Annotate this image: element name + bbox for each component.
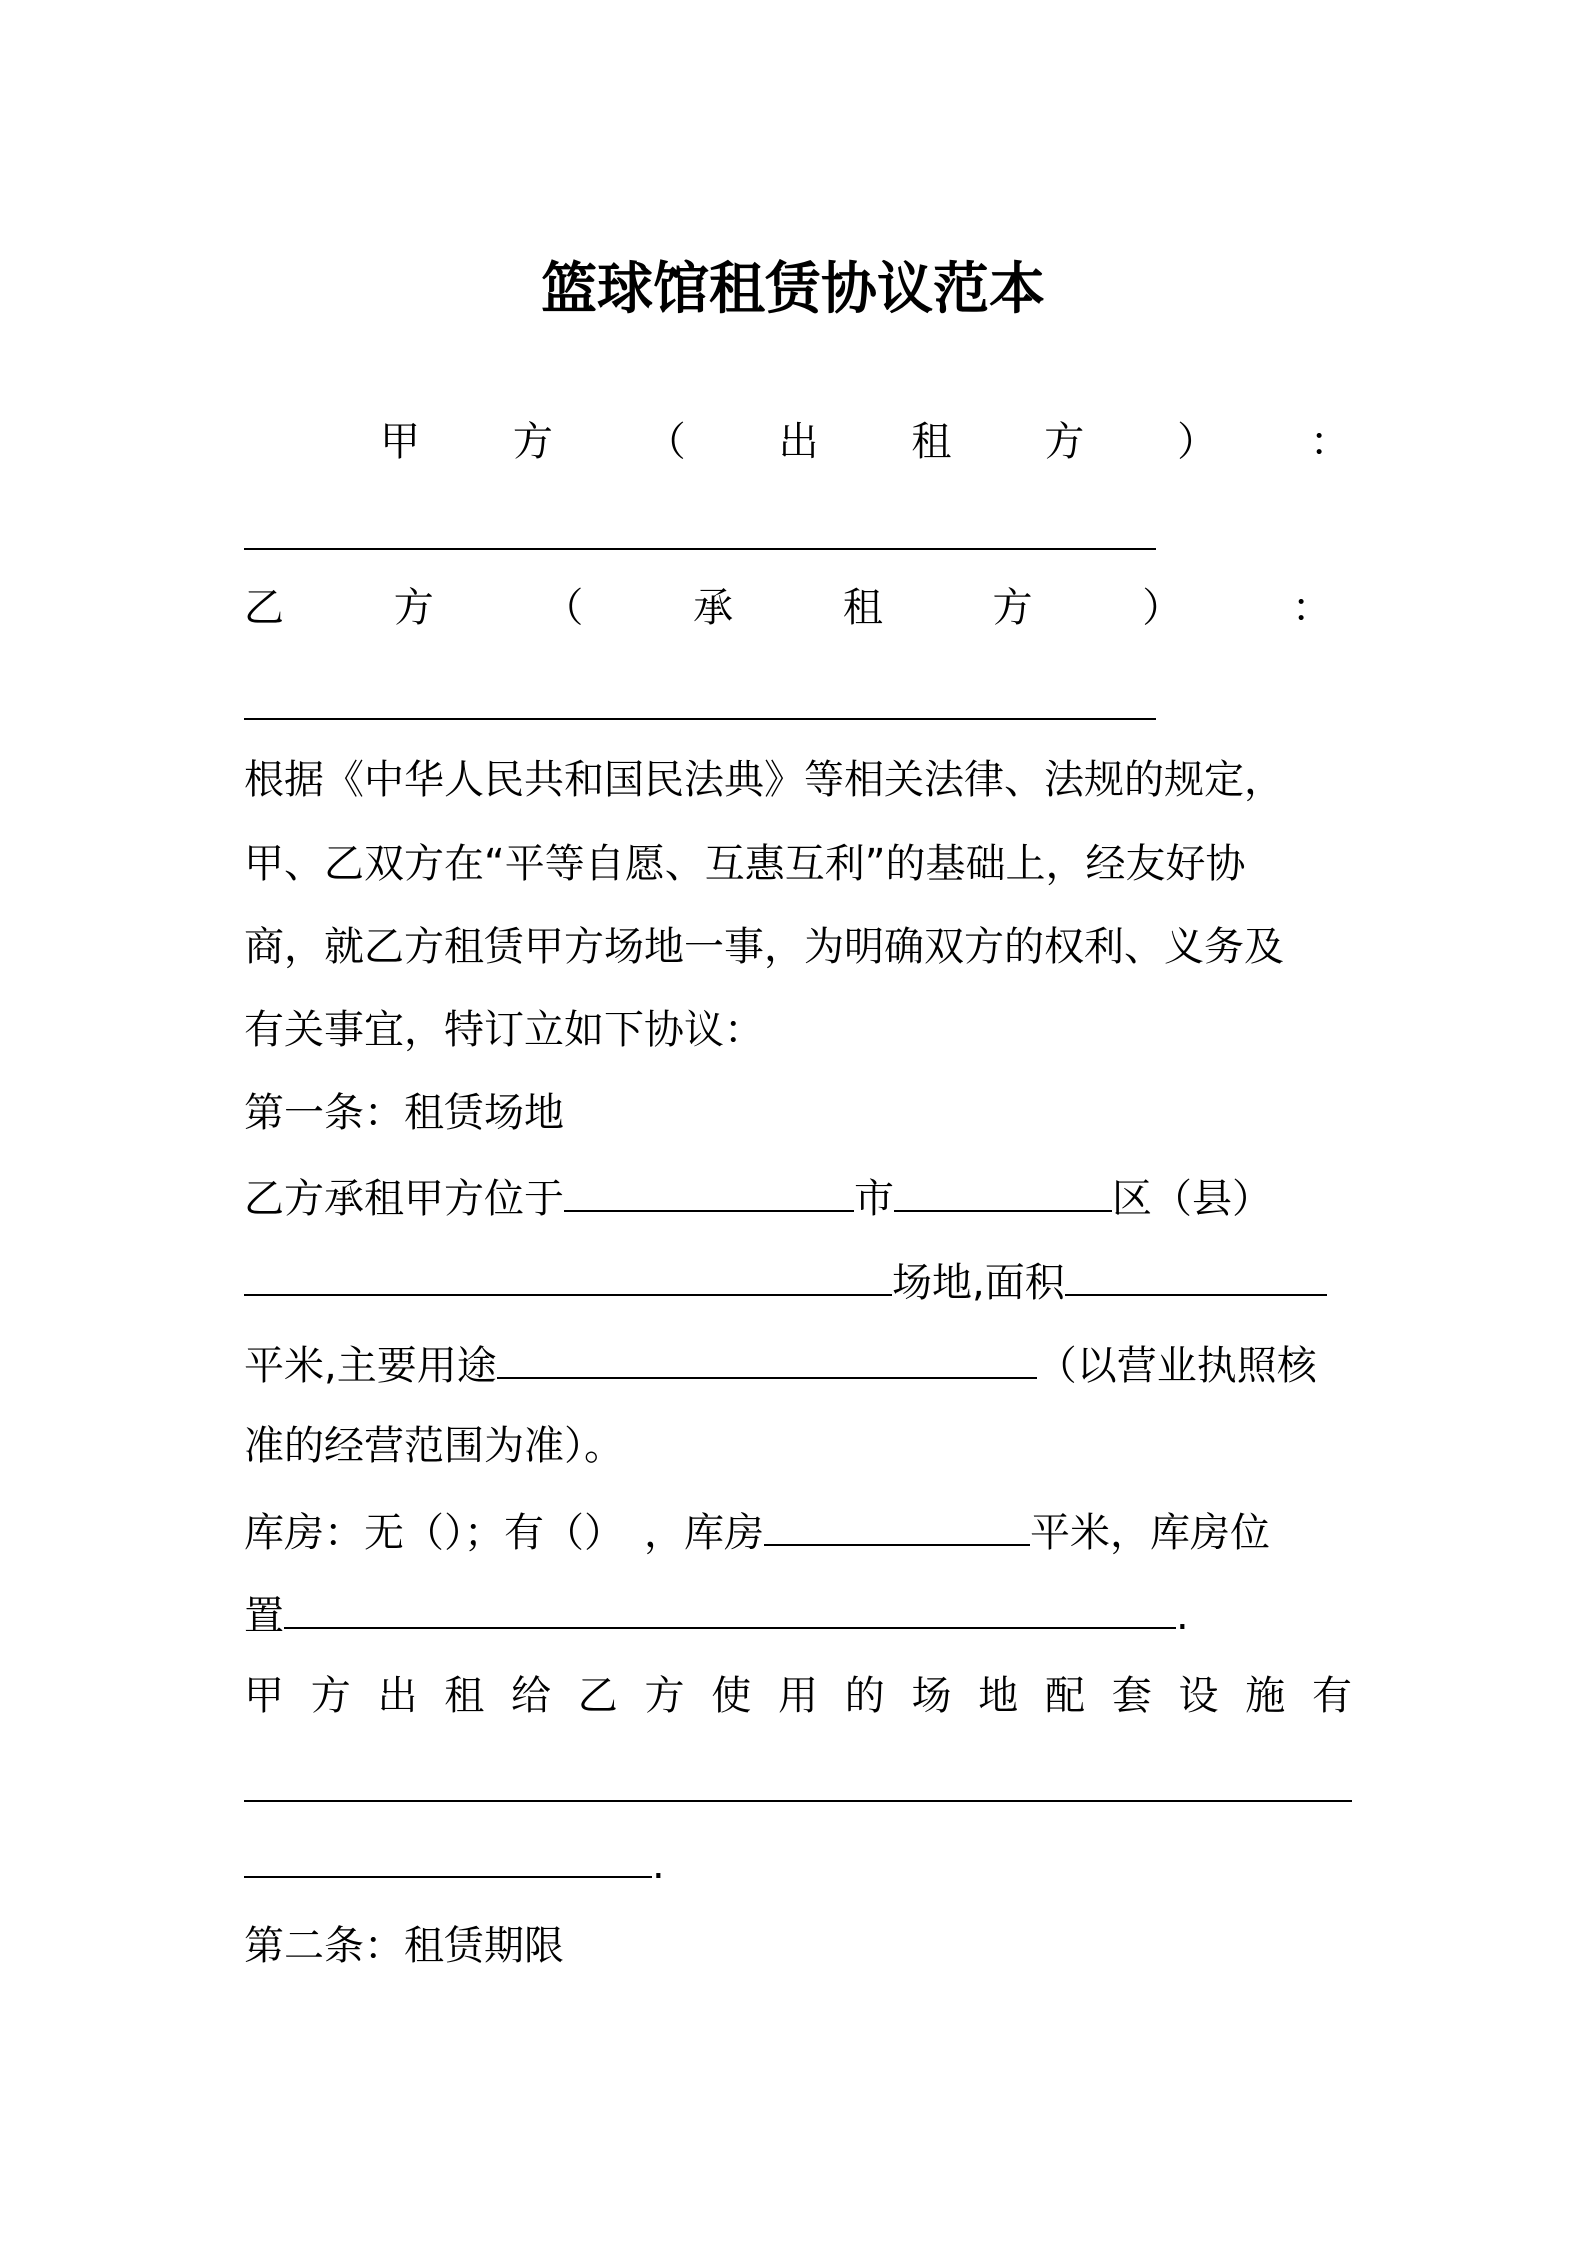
district-blank[interactable] xyxy=(244,1250,892,1296)
party-a-char: 租 xyxy=(911,419,952,465)
article-2-heading: 第二条：租赁期限 xyxy=(244,1923,564,1969)
usage-label: 平米,主要用途 xyxy=(244,1343,497,1389)
city-label: 市 xyxy=(854,1176,894,1222)
location-blank[interactable] xyxy=(564,1166,854,1212)
storage-area-blank[interactable] xyxy=(764,1500,1030,1546)
article-1-heading: 第一条：租赁场地 xyxy=(244,1090,564,1136)
facilities-period: . xyxy=(652,1842,665,1888)
facilities-char: 设 xyxy=(1178,1673,1219,1719)
storage-line xyxy=(244,1500,1354,1563)
facilities-char: 有 xyxy=(1312,1673,1352,1719)
storage-mid: ，库房 xyxy=(644,1510,764,1556)
preamble-line-3: 商，就乙方租赁甲方场地一事，为明确双方的权利、义务及 xyxy=(244,924,1284,970)
party-a-label xyxy=(380,412,1350,472)
facilities-char: 甲 xyxy=(244,1673,284,1719)
party-b-blank[interactable] xyxy=(244,718,1156,720)
usage-blank[interactable] xyxy=(497,1333,1037,1379)
party-a-char: 甲 xyxy=(380,419,420,465)
facilities-char: 方 xyxy=(644,1673,685,1719)
facilities-label xyxy=(244,1666,1352,1726)
facilities-char: 地 xyxy=(978,1673,1019,1719)
facilities-end-line xyxy=(244,1832,1354,1895)
preamble-line-1: 根据《中华人民共和国民法典》等相关法律、法规的规定， xyxy=(244,757,1284,803)
venue-line xyxy=(244,1250,1354,1313)
facilities-char: 给 xyxy=(511,1673,551,1719)
city-blank[interactable] xyxy=(894,1166,1112,1212)
facilities-blank-2[interactable] xyxy=(244,1832,652,1878)
storage-position-label: 置 xyxy=(244,1593,284,1639)
facilities-char: 的 xyxy=(844,1673,885,1719)
party-b-char: ： xyxy=(1291,585,1332,631)
party-a-char: ： xyxy=(1309,419,1350,465)
storage-period: . xyxy=(1176,1593,1189,1639)
party-a-char: （ xyxy=(645,419,686,465)
storage-prefix: 库房：无（）；有（） xyxy=(244,1510,604,1556)
party-b-char: 方 xyxy=(393,585,434,631)
location-prefix: 乙方承租甲方位于 xyxy=(244,1176,564,1222)
facilities-char: 施 xyxy=(1245,1673,1286,1719)
usage-line xyxy=(244,1333,1354,1396)
party-b-char: 方 xyxy=(992,585,1033,631)
party-b-char: 租 xyxy=(842,585,883,631)
document-title: 篮球馆租赁协议范本 xyxy=(541,257,1045,322)
preamble-line-4: 有关事宜，特订立如下协议： xyxy=(244,1007,764,1053)
party-a-blank[interactable] xyxy=(244,548,1156,550)
party-b-char: 乙 xyxy=(244,585,284,631)
facilities-char: 租 xyxy=(444,1673,485,1719)
party-a-char: ） xyxy=(1177,419,1218,465)
facilities-char: 配 xyxy=(1045,1673,1085,1719)
facilities-char: 使 xyxy=(711,1673,752,1719)
facilities-char: 出 xyxy=(377,1673,418,1719)
party-a-char: 出 xyxy=(778,419,819,465)
storage-area-label: 平米，库房位 xyxy=(1030,1510,1270,1556)
facilities-char: 套 xyxy=(1111,1673,1152,1719)
license-note: （以营业执照核 xyxy=(1036,1343,1317,1389)
facilities-char: 方 xyxy=(310,1673,351,1719)
district-label: 区（县） xyxy=(1112,1176,1272,1222)
storage-position-blank[interactable] xyxy=(284,1583,1176,1629)
location-line xyxy=(244,1166,1354,1229)
area-blank[interactable] xyxy=(1065,1250,1327,1296)
storage-position-line xyxy=(244,1583,1354,1646)
venue-area-label: 场地,面积 xyxy=(892,1260,1065,1306)
party-b-char: ） xyxy=(1142,585,1183,631)
facilities-char: 场 xyxy=(911,1673,952,1719)
party-a-char: 方 xyxy=(512,419,553,465)
party-b-char: （ xyxy=(543,585,584,631)
party-b-label xyxy=(244,578,1332,638)
party-b-char: 承 xyxy=(693,585,734,631)
license-note-line: 准的经营范围为准）。 xyxy=(244,1423,624,1469)
facilities-char: 用 xyxy=(778,1673,818,1719)
preamble-line-2: 甲、乙双方在“平等自愿、互惠互利”的基础上，经友好协 xyxy=(244,841,1246,887)
facilities-blank-1[interactable] xyxy=(244,1800,1352,1802)
party-a-char: 方 xyxy=(1044,419,1085,465)
facilities-char: 乙 xyxy=(577,1673,618,1719)
